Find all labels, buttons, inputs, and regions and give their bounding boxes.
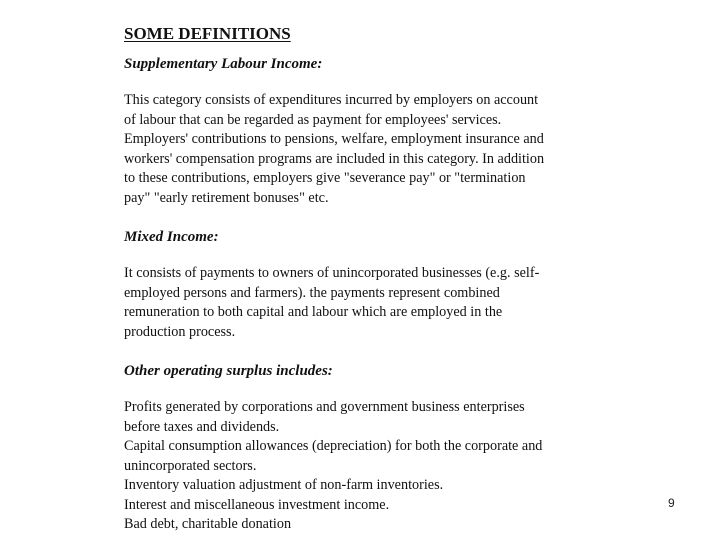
text-line: Capital consumption allowances (depreciation) for both the corporate and <box>124 438 543 454</box>
text-line: workers' compensation programs are included in this category. In addition <box>124 150 545 167</box>
document-body <box>124 24 604 535</box>
text-line: Inventory valuation adjustment of non-farm inventories. <box>124 477 444 493</box>
text-line: This category consists of expenditures incurred by employers on account <box>124 92 539 108</box>
paragraph-supplementary-labour-income <box>124 91 604 208</box>
paragraph-mixed-income <box>124 264 604 342</box>
text-line: Bad debt, charitable donation <box>124 516 292 532</box>
page-number: 9 <box>668 496 675 510</box>
text-line: employed persons and farmers). the payments represent combined <box>124 284 500 301</box>
text-line: Employers' contributions to pensions, welfare, employment insurance and <box>124 131 544 147</box>
text-line: before taxes and dividends. <box>124 418 280 435</box>
section-heading-other-operating-surplus: Other operating surplus includes: <box>124 363 333 379</box>
text-line: remuneration to both capital and labour which are employed in the <box>124 304 503 320</box>
text-line: Profits generated by corporations and government business enterprises <box>124 399 525 415</box>
text-line: It consists of payments to owners of unincorporated businesses (e.g. self- <box>124 265 540 281</box>
text-line: to these contributions, employers give "severance pay" or "termination <box>124 170 526 186</box>
text-line: pay" "early retirement bonuses" etc. <box>124 189 329 206</box>
paragraph-other-operating-surplus <box>124 398 604 535</box>
text-line: Interest and miscellaneous investment income. <box>124 496 390 513</box>
text-line: of labour that can be regarded as payment for employees' services. <box>124 111 502 128</box>
section-heading-supplementary-labour-income: Supplementary Labour Income: <box>124 56 323 72</box>
page-title: SOME DEFINITIONS <box>124 24 291 43</box>
text-line: production process. <box>124 323 236 340</box>
text-line: unincorporated sectors. <box>124 457 257 474</box>
section-heading-mixed-income: Mixed Income: <box>124 229 219 245</box>
